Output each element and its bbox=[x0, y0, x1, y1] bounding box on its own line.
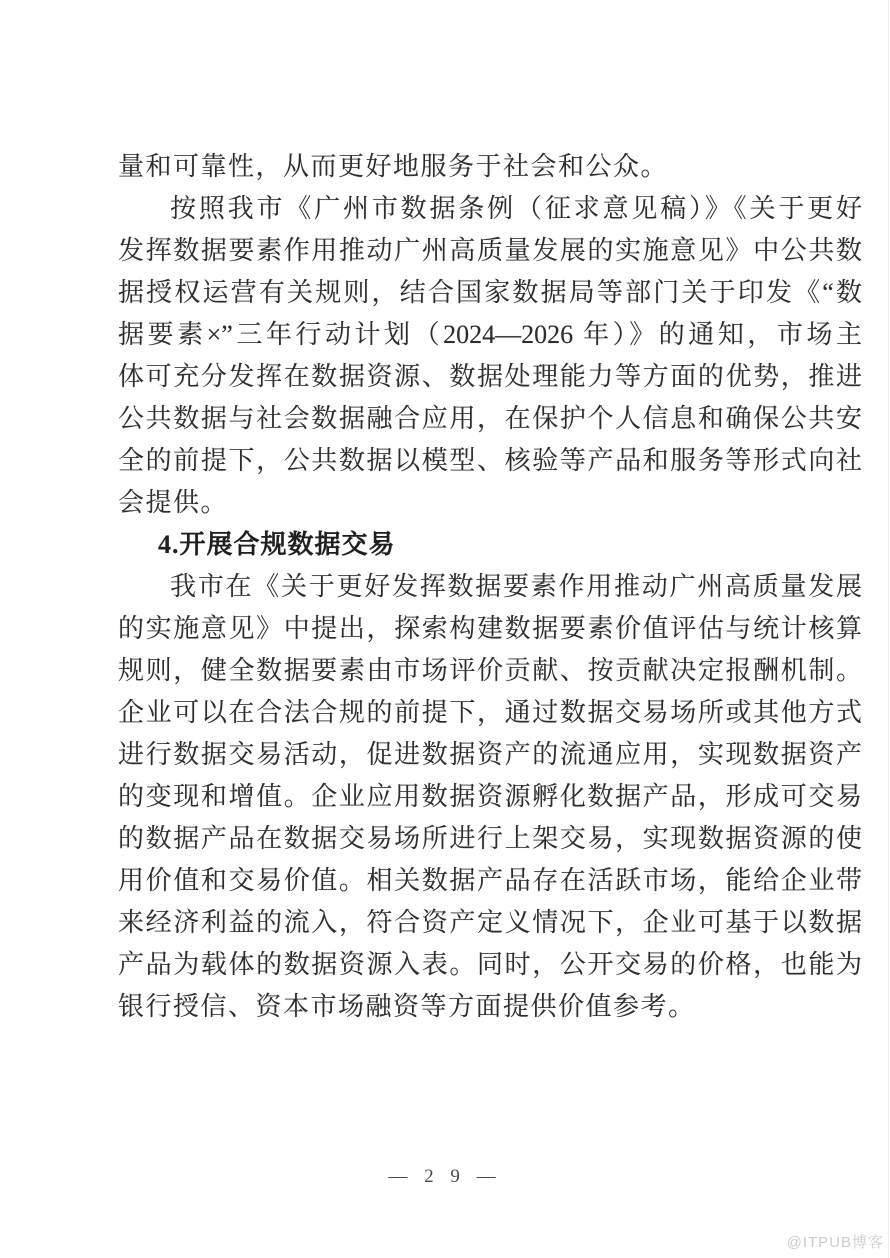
text-line: 的数据产品在数据交易场所进行上架交易，实现数据资源的使 bbox=[118, 824, 862, 853]
text-line: 用价值和交易价值。相关数据产品存在活跃市场，能给企业带 bbox=[118, 866, 862, 895]
text-line: 量和可靠性，从而更好地服务于社会和公众。 bbox=[118, 152, 669, 181]
text-line: 来经济利益的流入，符合资产定义情况下，企业可基于以数据 bbox=[118, 908, 862, 937]
section-heading: 4.开展合规数据交易 bbox=[158, 530, 396, 559]
text-line: 全的前提下，公共数据以模型、核验等产品和服务等形式向社 bbox=[118, 446, 862, 475]
text-line: 据授权运营有关规则，结合国家数据局等部门关于印发《“数 bbox=[118, 278, 862, 307]
text-line: 企业可以在合法合规的前提下，通过数据交易场所或其他方式 bbox=[118, 698, 862, 727]
text-line: 发挥数据要素作用推动广州高质量发展的实施意见》中公共数 bbox=[118, 236, 862, 265]
text-line: 会提供。 bbox=[118, 488, 229, 517]
text-line: 据要素×”三年行动计划（2024—2026 年）》的通知，市场主 bbox=[118, 320, 862, 349]
text-line: 公共数据与社会数据融合应用，在保护个人信息和确保公共安 bbox=[118, 404, 862, 433]
text-line: 规则，健全数据要素由市场评价贡献、按贡献决定报酬机制。 bbox=[118, 656, 862, 685]
page-number: — 2 9 — bbox=[388, 1166, 502, 1187]
text-line: 的实施意见》中提出，探索构建数据要素价值评估与统计核算 bbox=[118, 614, 862, 643]
text-line: 产品为载体的数据资源入表。同时，公开交易的价格，也能为 bbox=[118, 950, 862, 979]
text-line: 进行数据交易活动，促进数据资产的流通应用，实现数据资产 bbox=[118, 740, 862, 769]
watermark-text: @ITPUB博客 bbox=[786, 1234, 884, 1251]
text-line: 按照我市《广州市数据条例（征求意见稿）》《关于更好 bbox=[170, 194, 862, 223]
text-line: 的变现和增值。企业应用数据资源孵化数据产品，形成可交易 bbox=[118, 782, 862, 811]
text-line: 银行授信、资本市场融资等方面提供价值参考。 bbox=[118, 992, 696, 1021]
text-line: 我市在《关于更好发挥数据要素作用推动广州高质量发展 bbox=[170, 572, 862, 601]
text-line: 体可充分发挥在数据资源、数据处理能力等方面的优势，推进 bbox=[118, 362, 862, 391]
page-edge-line bbox=[888, 0, 889, 1258]
document-lines bbox=[118, 146, 862, 1028]
